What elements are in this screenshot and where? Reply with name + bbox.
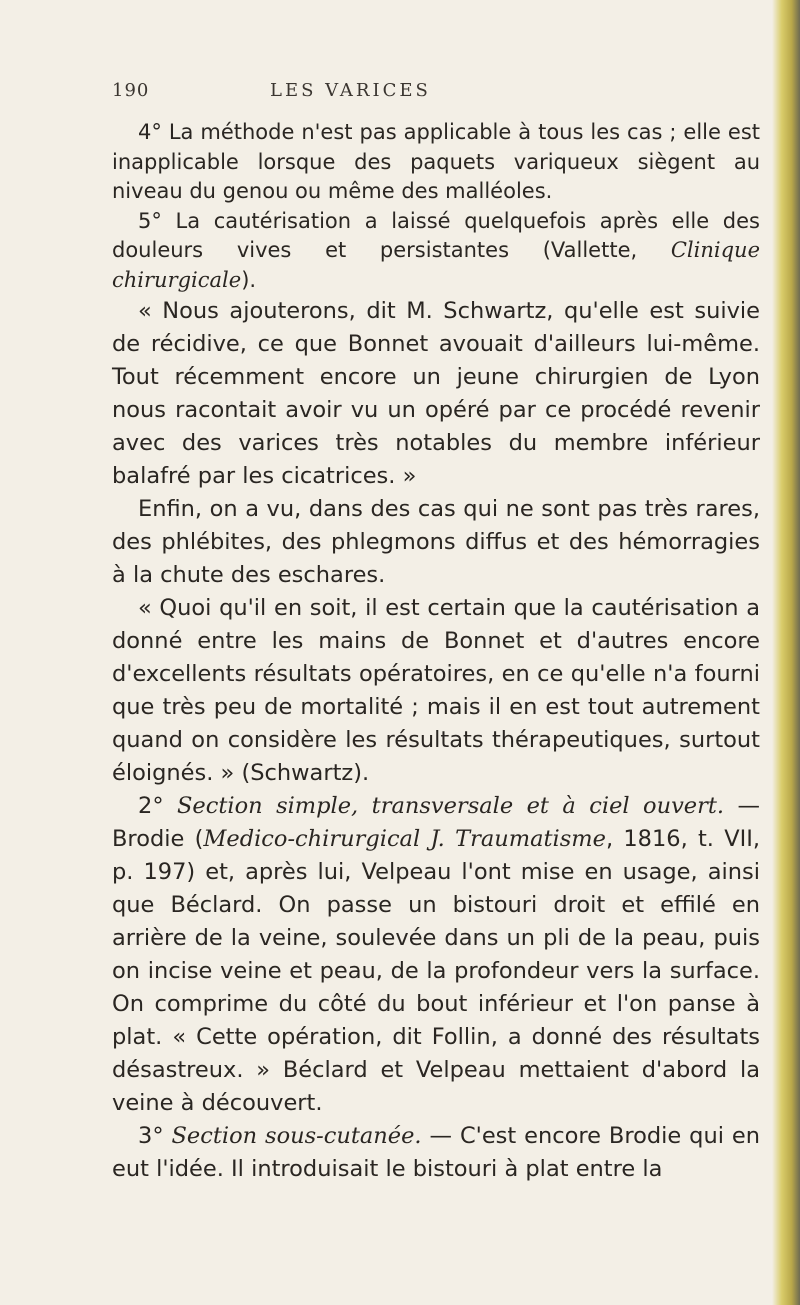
- text-run: « Quoi qu'il en soit, il est certain que la cautérisation a donné entre les mains de Bonnet et d'autres encore d'excellents résultats opératoires, en ce qu'elle n'a fourni que très peu de mortalité ; mais il en est tout autrement quand on considère les résultats thérapeutiques, surtout éloignés. » (Schwartz).: [112, 595, 760, 786]
- paragraph-s2: [112, 790, 760, 1120]
- paragraph-p4: [112, 118, 760, 207]
- text-run: Enfin, on a vu, dans des cas qui ne sont pas très rares, des phlébites, des phlegmons diffus et des hémorragies à la chute des eschares.: [112, 496, 760, 588]
- text-run: — Brodie (: [112, 793, 760, 852]
- text-run: 4° La méthode n'est pas applicable à tous les cas ; elle est inapplicable lorsque des paquets variqueux siègent au niveau du genou ou même des malléoles.: [112, 120, 760, 203]
- italic-text: Section simple, transversale et à ciel ouvert.: [177, 793, 725, 819]
- text-run: 2°: [138, 793, 178, 819]
- paragraph-q2: [112, 592, 760, 790]
- running-title: LES VARICES: [270, 80, 431, 101]
- italic-text: Medico-chirurgical J. Traumatisme: [203, 826, 606, 852]
- text-run: — C'est encore Brodie qui en eut l'idée. Il introduisait le bistouri à plat entre la: [112, 1123, 760, 1182]
- text-run: , 1816, t. VII, p. 197) et, après lui, Velpeau l'ont mise en usage, ainsi que Béclard. On passe un bistouri droit et effilé en arrière de la veine, soulevée dans un pli de la peau, puis on incise veine et peau, de la profondeur vers la surface. On comprime du côté du bout inférieur et l'on panse à plat. « Cette opération, dit Follin, a donné des résultats désastreux. » Béclard et Velpeau mettaient d'abord la veine à découvert.: [112, 826, 761, 1116]
- text-run: 5° La cautérisation a laissé quelquefois après elle des douleurs vives et persistantes (Vallette,: [112, 208, 760, 262]
- text-run: 3°: [138, 1123, 172, 1149]
- text-run: ).: [241, 267, 257, 292]
- text-run: « Nous ajouterons, dit M. Schwartz, qu'elle est suivie de récidive, ce que Bonnet avouait d'ailleurs lui-même. Tout récemment encore un jeune chirurgien de Lyon nous racontait avoir vu un opéré par ce procédé revenir avec des varices très notables du membre inférieur balafré par les cicatrices. »: [112, 298, 760, 489]
- page-number: 190: [112, 80, 150, 101]
- paragraph-p5: [112, 207, 760, 296]
- paragraph-s3: [112, 1120, 760, 1186]
- italic-text: Section sous-cutanée.: [171, 1123, 422, 1149]
- paragraph-enfin: [112, 493, 760, 592]
- italic-text: Clinique chirurgicale: [112, 238, 760, 292]
- page-edge: [772, 0, 800, 1305]
- paragraph-q1: [112, 295, 760, 493]
- body-text: [112, 118, 760, 1186]
